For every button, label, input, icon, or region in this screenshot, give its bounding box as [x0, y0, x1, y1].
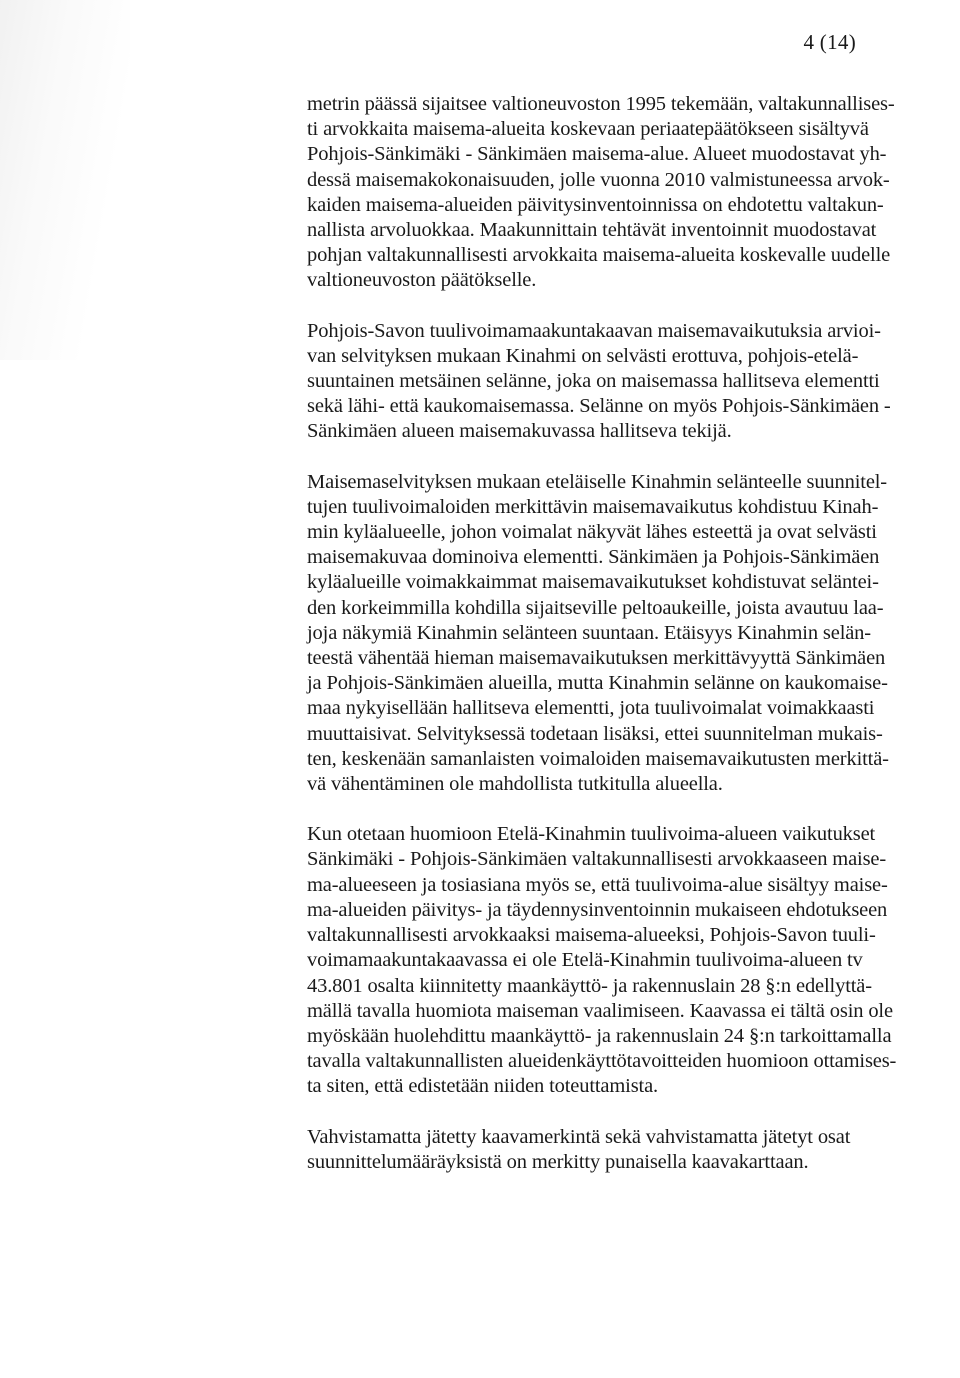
- paragraph: Kun otetaan huomioon Etelä-Kinahmin tuulivoima-alueen vaikutukset Sänkimäki - Pohjois-Sänkimäen valtakunnallisesti arvokkaaseen maise- ma-alueeseen ja tosiasiana myös se, että tuulivoima-alue sisältyy maise- ma-alueiden päivitys- ja täydennysinventoinnin mukaiseen ehdotukseen valtakunnallisesti arvokkaaksi maisema-alueeksi, Pohjois-Savon tuuli- voimamaakuntakaavassa ei ole Etelä-Kinahmin tuulivoima-alueen tv 43.801 osalta kiinnitetty maankäyttö- ja rakennuslain 28 §:n edellyttä- mällä tavalla huomiota maiseman vaalimiseen. Kaavassa ei tältä osin ole myöskään huolehdittu maankäyttö- ja rakennuslain 24 §:n tarkoittamalla tavalla valtakunnallisten alueidenkäyttötavoitteiden huomioon ottamises- ta siten, että edistetään niiden toteuttamista.: [307, 823, 897, 1098]
- document-body: [307, 92, 957, 1175]
- scan-edge-shadow: [0, 0, 130, 360]
- page-number: 4 (14): [803, 30, 856, 54]
- paragraph: metrin päässä sijaitsee valtioneuvoston 1995 tekemään, valtakunnallises- ti arvokkaita maisema-alueita koskevaan periaatepäätökseen sisältyvä Pohjois-Sänkimäki - Sänkimäen maisema-alue. Alueet muodostavat yh- dessä maisemakokonaisuuden, jolle vuonna 2010 valmistuneessa arvok- kaiden maisema-alueiden päivitysinventoinnissa on ehdotettu valtakun- nallista arvoluokkaa. Maakunnittain tehtävät inventoinnit muodostavat pohjan valtakunnallisesti arvokkaita maisema-alueita koskevalle uudelle valtioneuvoston päätökselle.: [307, 93, 895, 292]
- paragraph: Pohjois-Savon tuulivoimamaakuntakaavan maisemavaikutuksia arvioi- van selvityksen mukaan Kinahmi on selvästi erottuva, pohjois-etelä- suuntainen metsäinen selänne, joka on maisemassa hallitseva elementti sekä lähi- että kaukomaisemassa. Selänne on myös Pohjois-Sänkimäen - Sänkimäen alueen maisemakuvassa hallitseva tekijä.: [307, 319, 891, 443]
- paragraph: Vahvistamatta jätetty kaavamerkintä sekä vahvistamatta jätetyt osat suunnittelumääräyksistä on merkitty punaisella kaavakarttaan.: [307, 1125, 851, 1173]
- paragraph: Maisemaselvityksen mukaan eteläiselle Kinahmin selänteelle suunnitel- tujen tuulivoimaloiden merkittävin maisemavaikutus kohdistuu Kinah- min kyläalueelle, johon voimalat näkyvät lähes esteettä ja ovat selvästi maisemakuvaa dominoiva elementti. Sänkimäen ja Pohjois-Sänkimäen kyläalueille voimakkaimmat maisemavaikutukset kohdistuvat seläntei- den korkeimmilla kohdilla sijaitseville peltoaukeille, joista avautuu laa- joja näkymiä Kinahmin selänteen suuntaan. Etäisyys Kinahmin selän- teestä vähentää hieman maisemavaikutuksen merkittävyyttä Sänkimäen ja Pohjois-Sänkimäen alueilla, mutta Kinahmin selänne on kaukomaise- maa nykyisellään hallitseva elementti, jota tuulivoimalat voimakkaasti muuttaisivat. Selvityksessä todetaan lisäksi, ettei suunnitelman mukais- ten, keskenään samanlaisten voimaloiden maisemavaikutusten merkittä- vä vähentäminen ole mahdollista tutkitulla alueella.: [307, 470, 889, 796]
